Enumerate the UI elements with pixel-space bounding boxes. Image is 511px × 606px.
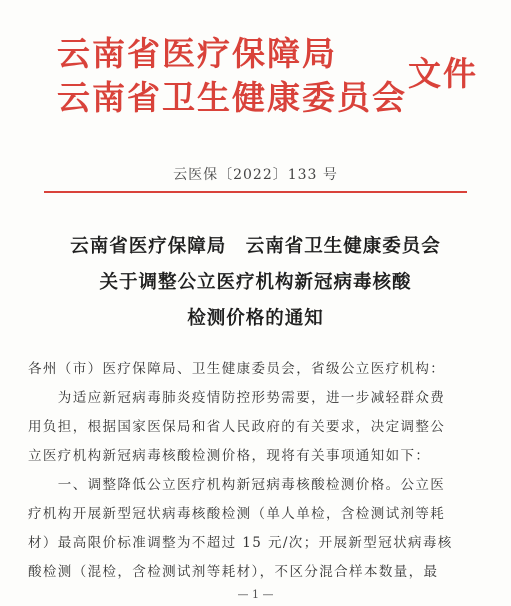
body-line: 各州（市）医疗保障局、卫生健康委员会，省级公立医疗机构： — [28, 361, 446, 377]
body-line: 一、调整降低公立医疗机构新冠病毒核酸检测价格。公立医 — [28, 477, 446, 493]
body-line: 酸检测（混检，含检测试剂等耗材），不区分混合样本数量，最 — [28, 564, 439, 580]
body-line: 材）最高限价标准调整为不超过 15 元/次；开展新型冠状病毒核 — [28, 535, 453, 551]
title-line-1: 云南省医疗保障局 云南省卫生健康委员会 — [70, 236, 441, 257]
document-number: 云医保〔2022〕133 号 — [173, 167, 338, 183]
body-line: 用负担，根据国家医保局和省人民政府的有关要求，决定调整公 — [28, 419, 446, 435]
body-line: 疗机构开展新型冠状病毒核酸检测（单人单检，含检测试剂等耗 — [28, 506, 446, 522]
page-number: — 1 — — [237, 588, 274, 601]
title-line-2: 关于调整公立医疗机构新冠病毒核酸 — [99, 272, 412, 293]
title-line-3: 检测价格的通知 — [187, 308, 324, 329]
red-divider — [44, 191, 467, 193]
agency-name-medical-security: 云南省医疗保障局 — [57, 34, 337, 73]
body-line: 立医疗机构新冠病毒核酸检测价格，现将有关事项通知如下： — [28, 448, 431, 464]
document-label: 文件 — [408, 54, 478, 93]
body-line: 为适应新冠病毒肺炎疫情防控形势需要，进一步减轻群众费 — [28, 390, 446, 406]
agency-name-health-commission: 云南省卫生健康委员会 — [57, 78, 407, 117]
